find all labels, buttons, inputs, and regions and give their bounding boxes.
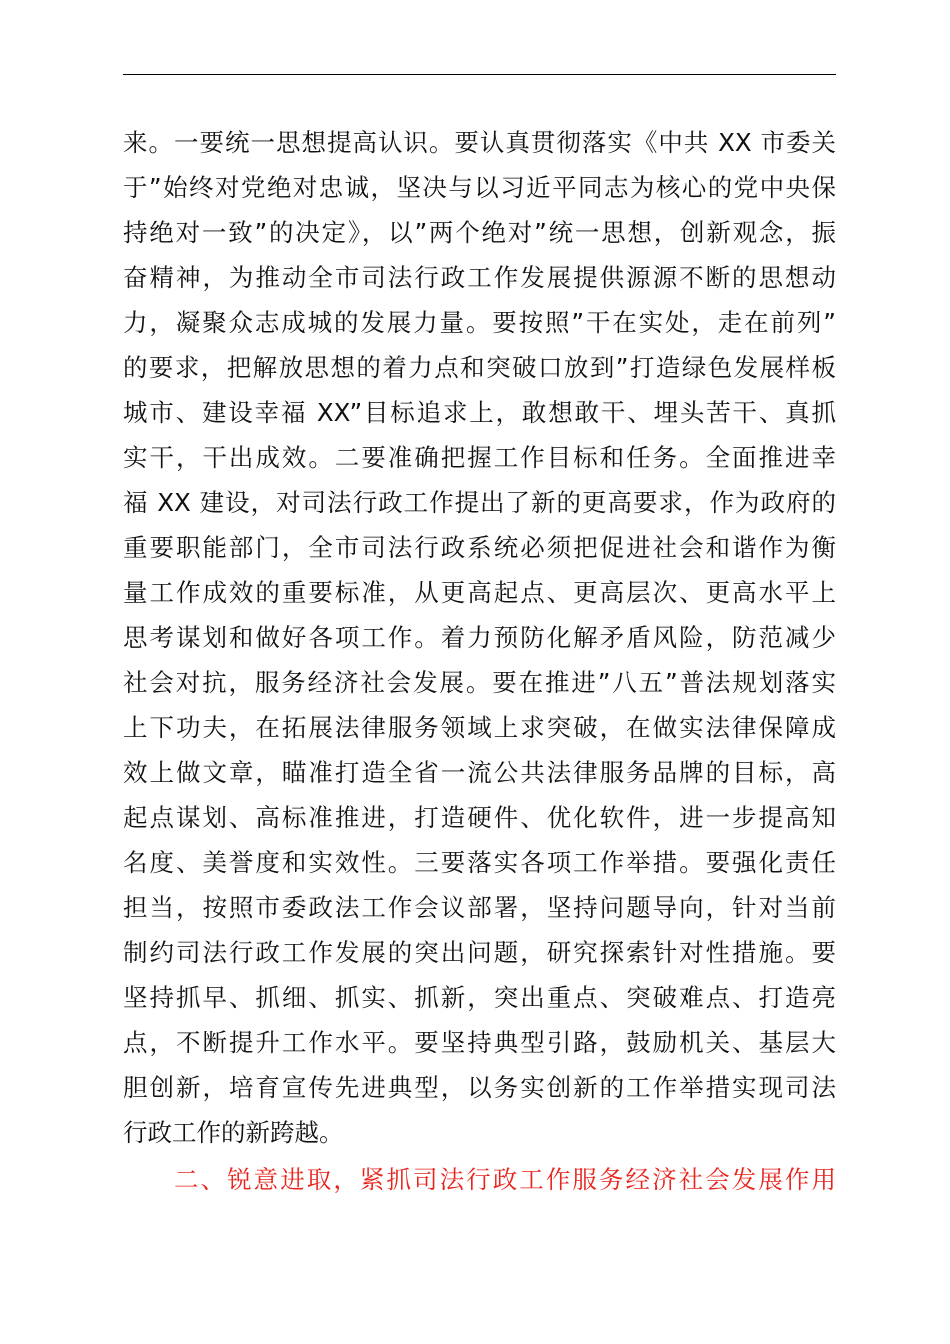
header-rule (123, 74, 836, 75)
paragraph-line: 奋精神，为推动全市司法行政工作发展提供源源不断的思想动 (123, 263, 836, 292)
paragraph-line: 社会对抗，服务经济社会发展。要在推进”八五”普法规划落实 (123, 668, 836, 697)
paragraph-line: 重要职能部门，全市司法行政系统必须把促进社会和谐作为衡 (123, 533, 836, 562)
paragraph-line: 力，凝聚众志成城的发展力量。要按照”干在实处，走在前列” (123, 308, 836, 337)
paragraph-line: 担当，按照市委政法工作会议部署，坚持问题导向，针对当前 (123, 893, 836, 922)
paragraph-line: 实干，干出成效。二要准确把握工作目标和任务。全面推进幸 (123, 443, 836, 472)
paragraph-line: 城市、建设幸福 XX”目标追求上，敢想敢干、埋头苦干、真抓 (123, 398, 836, 427)
section-heading: 二、锐意进取，紧抓司法行政工作服务经济社会发展作用 (174, 1165, 836, 1194)
paragraph-line: 量工作成效的重要标准，从更高起点、更高层次、更高水平上 (123, 578, 836, 607)
paragraph-line: 上下功夫，在拓展法律服务领域上求突破，在做实法律保障成 (123, 713, 836, 742)
document-body (123, 120, 836, 1202)
paragraph-line: 胆创新，培育宣传先进典型，以务实创新的工作举措实现司法 (123, 1073, 836, 1102)
paragraph-line: 来。一要统一思想提高认识。要认真贯彻落实《中共 XX 市委关 (123, 128, 836, 157)
paragraph-line: 名度、美誉度和实效性。三要落实各项工作举措。要强化责任 (123, 848, 836, 877)
paragraph-line: 的要求，把解放思想的着力点和突破口放到”打造绿色发展样板 (123, 353, 836, 382)
paragraph-line: 福 XX 建设，对司法行政工作提出了新的更高要求，作为政府的 (123, 488, 836, 517)
paragraph-line: 起点谋划、高标准推进，打造硬件、优化软件，进一步提高知 (123, 803, 836, 832)
paragraph-line: 坚持抓早、抓细、抓实、抓新，突出重点、突破难点、打造亮 (123, 983, 836, 1012)
paragraph-line: 思考谋划和做好各项工作。着力预防化解矛盾风险，防范减少 (123, 623, 836, 652)
paragraph-line: 点，不断提升工作水平。要坚持典型引路，鼓励机关、基层大 (123, 1028, 836, 1057)
paragraph-line: 效上做文章，瞄准打造全省一流公共法律服务品牌的目标，高 (123, 758, 836, 787)
paragraph-line: 于”始终对党绝对忠诚，坚决与以习近平同志为核心的党中央保 (123, 173, 836, 202)
paragraph-line: 持绝对一致”的决定》，以”两个绝对”统一思想，创新观念，振 (123, 218, 836, 247)
paragraph-last-line: 行政工作的新跨越。 (123, 1118, 344, 1147)
paragraph-line: 制约司法行政工作发展的突出问题，研究探索针对性措施。要 (123, 938, 836, 967)
